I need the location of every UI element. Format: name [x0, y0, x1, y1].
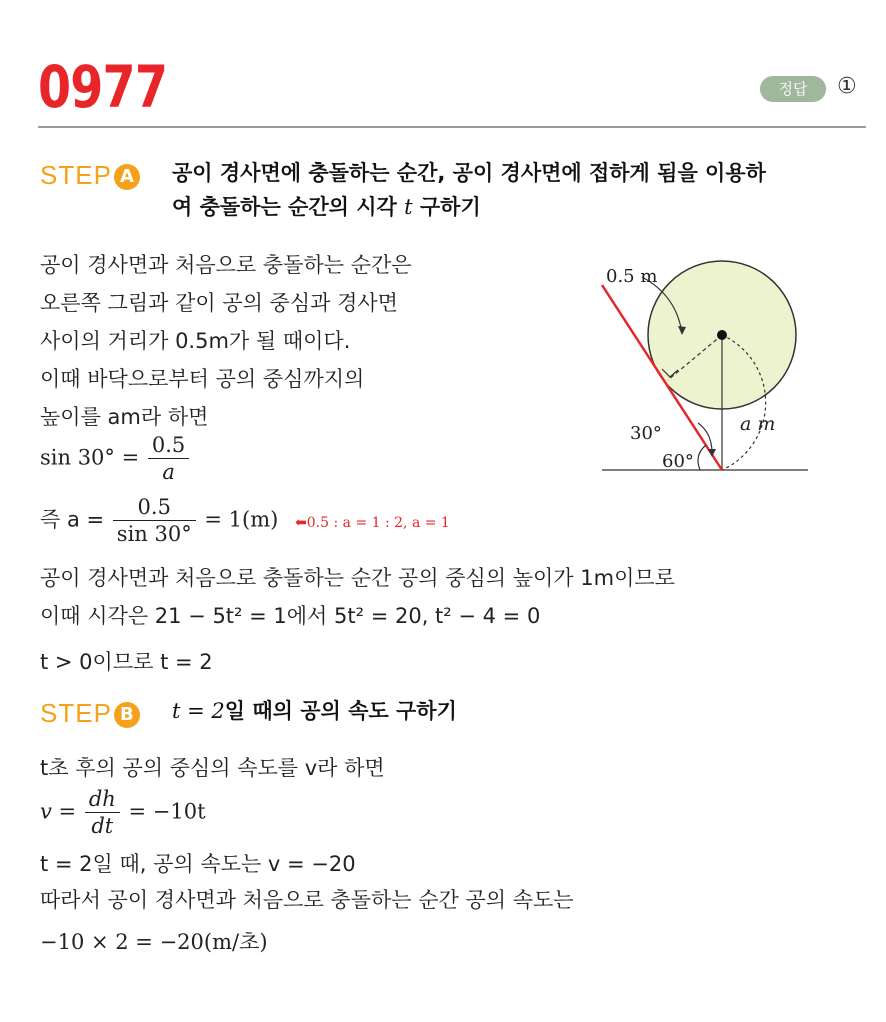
- step-b-tag: [40, 698, 140, 729]
- step-b-label: STEP: [40, 698, 112, 728]
- answer-value: ①: [837, 74, 857, 99]
- equation-a: [40, 494, 450, 547]
- eq2-prefix: 즉 a =: [40, 507, 105, 532]
- step-b-line4: −10 × 2 = −20(m/초): [40, 930, 268, 954]
- step-b-title-suffix: 일 때의 공의 속도 구하기: [224, 699, 457, 723]
- step-a-tag: [40, 160, 140, 191]
- ball-center: [717, 330, 727, 340]
- step-a-title-line1: 공이 경사면에 충돌하는 순간, 공이 경사면에 접하게 됨을 이용하: [172, 161, 766, 185]
- step-a-title-suffix: 구하기: [419, 195, 481, 219]
- header-divider: [38, 126, 866, 128]
- step-b-title: [172, 694, 457, 728]
- step-b-letter: B: [114, 702, 140, 728]
- eq2-fraction: [113, 494, 196, 547]
- eq2-note: ⬅0.5 : a = 1 : 2, a = 1: [295, 514, 450, 531]
- angle30-arrowhead: [708, 449, 716, 457]
- eqv-denominator: dt: [91, 814, 114, 838]
- height-label: a m: [740, 413, 776, 435]
- ball-slope-diagram: [590, 255, 820, 485]
- step-b-title-var: t = 2: [172, 699, 225, 723]
- para-line: 오른쪽 그림과 같이 공의 중심과 경사면: [40, 291, 398, 315]
- angle60-arc: [698, 445, 706, 470]
- step-a-title-line2: [172, 190, 862, 224]
- eq2-suffix: = 1(m): [204, 507, 279, 532]
- equation-velocity: [40, 786, 206, 839]
- step-b-line2: t = 2일 때, 공의 속도는 v = −20: [40, 852, 356, 876]
- step-a-title-var: t: [404, 195, 413, 219]
- line-time: 이때 시각은 21 − 5t² = 1에서 5t² = 20, t² − 4 = 0: [40, 604, 541, 628]
- eq1-fraction: [148, 432, 189, 485]
- step-a-title-prefix: 여 충돌하는 순간의 시각: [172, 195, 397, 219]
- para-line: 공이 경사면과 처음으로 충돌하는 순간은: [40, 253, 412, 277]
- line-collide: 공이 경사면과 처음으로 충돌하는 순간 공의 중심의 높이가 1m이므로: [40, 566, 675, 590]
- para-line: 이때 바닥으로부터 공의 중심까지의: [40, 367, 365, 391]
- equation-sin30: [40, 432, 191, 485]
- step-a-paragraph: [40, 246, 412, 436]
- step-b-line1: t초 후의 공의 중심의 속도를 v라 하면: [40, 756, 385, 780]
- eq1-denominator: a: [162, 460, 175, 484]
- eqv-rhs: = −10t: [128, 799, 206, 824]
- eq2-numerator: 0.5: [113, 494, 196, 521]
- eq1-lhs: sin 30° =: [40, 445, 140, 470]
- radius-label: 0.5 m: [606, 266, 658, 287]
- eq2-denominator: sin 30°: [116, 522, 192, 546]
- step-a-title: [172, 156, 862, 224]
- step-b-line3: 따라서 공이 경사면과 처음으로 충돌하는 순간 공의 속도는: [40, 888, 574, 912]
- eqv-numerator: dh: [85, 786, 120, 813]
- line-result: t > 0이므로 t = 2: [40, 650, 213, 674]
- step-a-letter: A: [114, 164, 140, 190]
- eqv-fraction: [85, 786, 120, 839]
- angle-60-label: 60°: [662, 451, 694, 472]
- para-line: 높이를 am라 하면: [40, 405, 209, 429]
- para-line: 사이의 거리가 0.5m가 될 때이다.: [40, 329, 351, 353]
- eqv-lhs: v =: [40, 799, 77, 824]
- eq1-numerator: 0.5: [148, 432, 189, 459]
- answer-badge: 정답: [760, 76, 826, 102]
- problem-number: 0977: [38, 53, 168, 121]
- angle-30-label: 30°: [630, 423, 662, 444]
- step-a-label: STEP: [40, 160, 112, 190]
